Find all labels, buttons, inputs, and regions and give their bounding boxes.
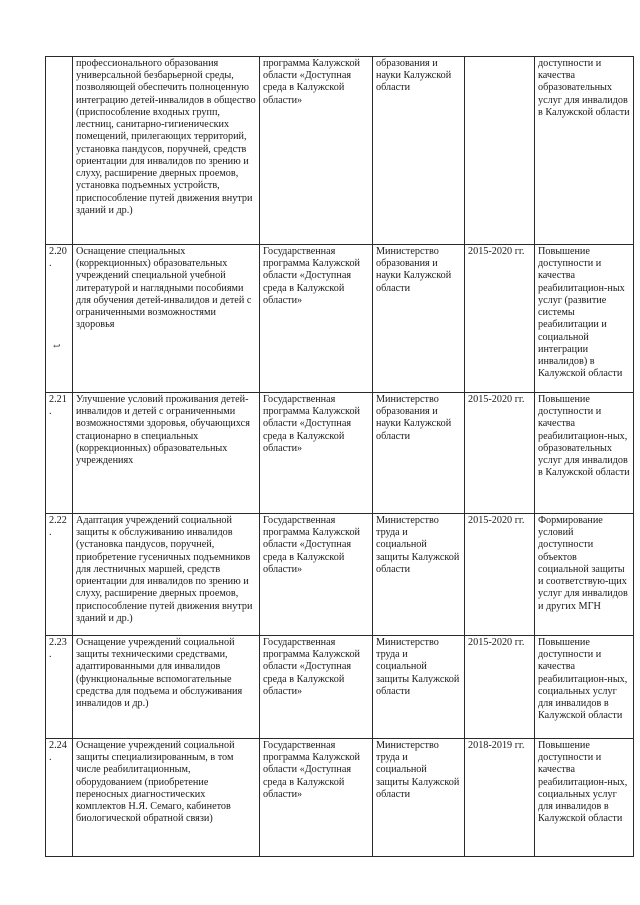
- measures-table: [45, 56, 634, 857]
- implementation-period: [465, 57, 535, 245]
- responsible-ministry: Министерство труда и социальной защиты Калужской области: [373, 739, 465, 857]
- table-row: [46, 245, 634, 393]
- measure-description: профессионального образования универсальной безбарьерной среды, позволяющей обеспечить полноценную интеграцию детей-инвалидов в общество (приспособление входных групп, лестниц, санитарно-гигиенических помещений, прилегающих территорий, установка пандусов, поручней, средств ориентации для инвалидов по зрению и слуху, расширение дверных проемов, установка подъемных устройств, приспособление путей движения внутри зданий и др.): [73, 57, 260, 245]
- table-row: [46, 636, 634, 739]
- implementation-period: 2015-2020 гг.: [465, 514, 535, 636]
- implementation-period: 2015-2020 гг.: [465, 245, 535, 393]
- table-row: [46, 739, 634, 857]
- expected-result: Повышение доступности и качества реабилитацион-ных услуг (развитие системы реабилитации и социальной интеграции инвалидов) в Калужской области: [535, 245, 634, 393]
- responsible-ministry: Министерство труда и социальной защиты Калужской области: [373, 636, 465, 739]
- program-name: программа Калужской области «Доступная среда в Калужской области»: [260, 57, 373, 245]
- expected-result: доступности и качества образовательных услуг для инвалидов в Калужской области: [535, 57, 634, 245]
- responsible-ministry: Министерство труда и социальной защиты Калужской области: [373, 514, 465, 636]
- expected-result: Повышение доступности и качества реабилитацион-ных, социальных услуг для инвалидов в Калужской области: [535, 636, 634, 739]
- row-number: 2.21.: [46, 393, 73, 514]
- implementation-period: 2015-2020 гг.: [465, 636, 535, 739]
- program-name: Государственная программа Калужской области «Доступная среда в Калужской области»: [260, 245, 373, 393]
- row-number: [46, 57, 73, 245]
- row-number: 2.24.: [46, 739, 73, 857]
- row-number: 2.20.: [46, 245, 73, 393]
- measure-description: Адаптация учреждений социальной защиты к обслуживанию инвалидов (установка пандусов, поручней, приобретение гусеничных подъемников для лестничных маршей, средств ориентации для инвалидов по зрению и слуху, расширение дверных проемов, приспособление путей движения внутри зданий и др.): [73, 514, 260, 636]
- implementation-period: 2015-2020 гг.: [465, 393, 535, 514]
- table-row: [46, 57, 634, 245]
- expected-result: Формирование условий доступности объектов социальной защиты и соответствую-щих услуг для инвалидов и других МГН: [535, 514, 634, 636]
- measure-description: Оснащение учреждений социальной защиты специализированным, в том числе реабилитационным, оборудованием (приобретение переносных диагностических комплектов Н.Я. Семаго, кабинетов биологической обратной связи): [73, 739, 260, 857]
- responsible-ministry: Министерство образования и науки Калужской области: [373, 245, 465, 393]
- program-name: Государственная программа Калужской области «Доступная среда в Калужской области»: [260, 636, 373, 739]
- measure-description: Оснащение специальных (коррекционных) образовательных учреждений специальной учебной литературой и наглядными пособиями для обучения детей-инвалидов и детей с ограниченными возможностями здоровья: [73, 245, 260, 393]
- table-row: [46, 393, 634, 514]
- table-row: [46, 514, 634, 636]
- measure-description: Оснащение учреждений социальной защиты техническими средствами, адаптированными для инвалидов (функциональные вспомогательные средства для подъема и обслуживания инвалидов и др.): [73, 636, 260, 739]
- program-name: Государственная программа Калужской области «Доступная среда в Калужской области»: [260, 393, 373, 514]
- row-number: 2.23.: [46, 636, 73, 739]
- responsible-ministry: Министерство образования и науки Калужской области: [373, 393, 465, 514]
- expected-result: Повышение доступности и качества реабилитацион-ных, образовательных услуг для инвалидов в Калужской области: [535, 393, 634, 514]
- row-number: 2.22.: [46, 514, 73, 636]
- program-name: Государственная программа Калужской области «Доступная среда в Калужской области»: [260, 739, 373, 857]
- implementation-period: 2018-2019 гг.: [465, 739, 535, 857]
- responsible-ministry: образования и науки Калужской области: [373, 57, 465, 245]
- expected-result: Повышение доступности и качества реабилитацион-ных, социальных услуг для инвалидов в Калужской области: [535, 739, 634, 857]
- measure-description: Улучшение условий проживания детей-инвалидов и детей с ограниченными возможностями здоровья, обучающихся стационарно в специальных (коррекционных) образовательных учреждениях: [73, 393, 260, 514]
- program-name: Государственная программа Калужской области «Доступная среда в Калужской области»: [260, 514, 373, 636]
- scan-mark-icon: ↩: [53, 341, 61, 351]
